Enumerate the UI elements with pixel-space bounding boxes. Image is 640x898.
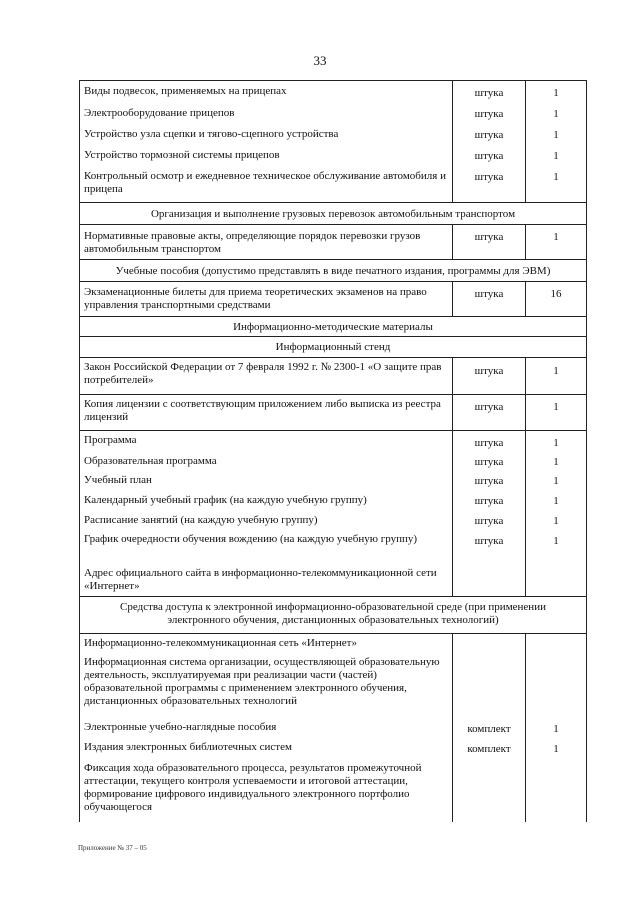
row-name: Виды подвесок, применяемых на прицепах xyxy=(84,85,287,97)
table-row xyxy=(80,144,586,165)
row-qty: 1 xyxy=(525,718,586,738)
row-name: Образовательная программа xyxy=(84,455,217,467)
section-title: Организация и выполнение грузовых перевозок автомобильным транспортом xyxy=(150,208,516,220)
row-name: Контрольный осмотр и ежедневное техническое обслуживание автомобиля и прицепа xyxy=(84,170,446,195)
equipment-table xyxy=(79,80,587,822)
row-unit: штука xyxy=(452,225,525,259)
row-name: Информационная система организации, осуществляющей образовательную деятельность, эксплуатируемая при реализации части (частей) образовательной программы с применением электронного обучения, дистанционных образовательных технологий xyxy=(84,656,440,707)
row-qty: 1 xyxy=(525,530,586,564)
row-qty: 1 xyxy=(525,123,586,144)
row-unit: штука xyxy=(452,510,525,530)
section-title: Информационно-методические материалы xyxy=(233,321,433,333)
table-row xyxy=(80,394,586,430)
row-unit: штука xyxy=(452,165,525,202)
row-qty: 1 xyxy=(525,102,586,123)
table-row xyxy=(80,652,586,718)
section-title: Средства доступа к электронной информационно-образовательной среде (при применении электронного обучения, дистанционных образовательных технологий) xyxy=(120,601,546,626)
footer-note: Приложение № 37 – 05 xyxy=(78,844,147,852)
row-name: Адрес официального сайта в информационно-телекоммуникационной сети «Интернет» xyxy=(84,567,437,592)
table-row xyxy=(80,165,586,202)
row-qty xyxy=(525,634,586,652)
row-unit: штука xyxy=(452,470,525,490)
row-unit: штука xyxy=(452,431,525,451)
section-title: Информационный стенд xyxy=(275,341,391,353)
table-row xyxy=(80,633,586,652)
row-qty: 1 xyxy=(525,358,586,394)
table-row xyxy=(80,224,586,259)
table-row xyxy=(80,758,586,822)
section-row xyxy=(80,336,586,357)
row-name: Фиксация хода образовательного процесса, результатов промежуточной аттестации, текущего контроля успеваемости и итоговой аттестации, формирование цифрового индивидуального электронного портфолио обучающегося xyxy=(84,762,422,813)
row-name: Копия лицензии с соответствующим приложением либо выписка из реестра лицензий xyxy=(84,398,441,423)
page-number: 33 xyxy=(313,53,327,68)
row-qty: 1 xyxy=(525,395,586,430)
table-row xyxy=(80,430,586,451)
table-row xyxy=(80,102,586,123)
row-qty: 1 xyxy=(525,225,586,259)
row-qty: 16 xyxy=(525,282,586,316)
table-row xyxy=(80,564,586,596)
table-row xyxy=(80,80,586,102)
table-row xyxy=(80,451,586,470)
row-name: Учебный план xyxy=(84,474,152,486)
row-unit: штука xyxy=(452,530,525,564)
row-unit: комплект xyxy=(452,738,525,758)
row-unit: штука xyxy=(452,395,525,430)
row-qty: 1 xyxy=(525,490,586,510)
section-row xyxy=(80,316,586,336)
section-title: Учебные пособия (допустимо представлять в виде печатного издания, программы для ЭВМ) xyxy=(115,265,551,277)
row-qty: 1 xyxy=(525,144,586,165)
row-unit: штука xyxy=(452,102,525,123)
row-name: Календарный учебный график (на каждую учебную группу) xyxy=(84,494,367,506)
row-name: Устройство узла сцепки и тягово-сцепного устройства xyxy=(84,128,339,140)
section-row xyxy=(80,596,586,633)
row-unit: штука xyxy=(452,123,525,144)
table-row xyxy=(80,357,586,394)
table-row xyxy=(80,123,586,144)
row-name: Электрооборудование прицепов xyxy=(84,107,235,119)
row-name: Расписание занятий (на каждую учебную группу) xyxy=(84,514,318,526)
row-unit: комплект xyxy=(452,718,525,738)
table-row xyxy=(80,530,586,564)
row-qty xyxy=(525,564,586,596)
row-name: Нормативные правовые акты, определяющие порядок перевозки грузов автомобильным транспортом xyxy=(84,230,421,255)
row-qty: 1 xyxy=(525,431,586,451)
row-name: Устройство тормозной системы прицепов xyxy=(84,149,280,161)
row-name: Электронные учебно-наглядные пособия xyxy=(84,721,277,733)
table-row xyxy=(80,490,586,510)
row-qty: 1 xyxy=(525,470,586,490)
row-qty: 1 xyxy=(525,81,586,102)
row-unit: штука xyxy=(452,81,525,102)
section-row xyxy=(80,202,586,224)
row-unit: штука xyxy=(452,282,525,316)
table-row xyxy=(80,281,586,316)
row-name: График очередности обучения вождению (на каждую учебную группу) xyxy=(84,533,418,545)
row-unit xyxy=(452,758,525,822)
row-name: Информационно-телекоммуникационная сеть «Интернет» xyxy=(84,637,357,649)
row-unit xyxy=(452,564,525,596)
row-qty xyxy=(525,652,586,718)
row-name: Программа xyxy=(84,434,137,446)
row-unit: штука xyxy=(452,451,525,470)
table-row xyxy=(80,738,586,758)
row-qty: 1 xyxy=(525,451,586,470)
row-qty: 1 xyxy=(525,738,586,758)
row-qty xyxy=(525,758,586,822)
row-unit: штука xyxy=(452,358,525,394)
row-qty: 1 xyxy=(525,510,586,530)
row-qty: 1 xyxy=(525,165,586,202)
row-unit: штука xyxy=(452,144,525,165)
row-unit: штука xyxy=(452,490,525,510)
row-unit xyxy=(452,652,525,718)
table-row xyxy=(80,718,586,738)
row-name: Издания электронных библиотечных систем xyxy=(84,741,292,753)
table-row xyxy=(80,470,586,490)
section-row xyxy=(80,259,586,281)
row-name: Экзаменационные билеты для приема теоретических экзаменов на право управления транспортными средствами xyxy=(84,286,427,311)
row-unit xyxy=(452,634,525,652)
row-name: Закон Российской Федерации от 7 февраля 1992 г. № 2300-1 «О защите прав потребителей» xyxy=(84,361,442,386)
table-row xyxy=(80,510,586,530)
